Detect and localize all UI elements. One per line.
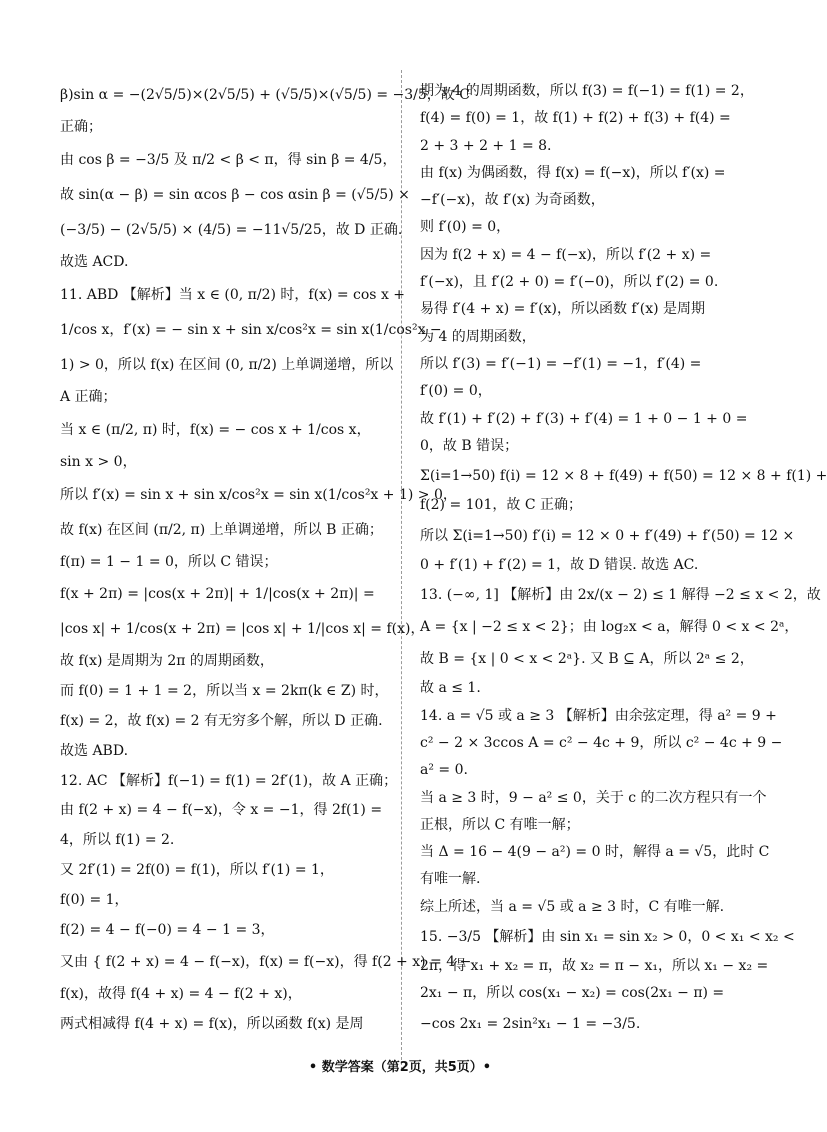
text-line: f(2) = 4 − f(−0) = 4 − 1 = 3， xyxy=(60,921,275,938)
text-line: 2x₁ − π，所以 cos(x₁ − x₂) = cos(2x₁ − π) = xyxy=(420,985,725,1002)
text-line: 0，故 B 错误； xyxy=(420,437,519,454)
text-line: A = {x | −2 ≤ x < 2}；由 log₂x < a，解得 0 < x < 2ᵃ， xyxy=(420,619,799,636)
text-line: 1) > 0，所以 f(x) 在区间 (0, π/2) 上单调递增，所以 xyxy=(60,356,394,373)
text-line: A 正确； xyxy=(60,388,117,405)
text-line: f(2) = 101，故 C 正确； xyxy=(420,497,582,514)
text-line: 故 a ≤ 1. xyxy=(420,680,481,697)
text-line: f′(−x)，且 f′(2 + 0) = f′(−0)，所以 f′(2) = 0. xyxy=(420,274,719,291)
text-line: 易得 f′(4 + x) = f′(x)，所以函数 f′(x) 是周期 xyxy=(420,301,706,318)
text-line: 14. a = √5 或 a ≥ 3 【解析】由余弦定理，得 a² = 9 + xyxy=(420,707,777,724)
text-line: f(x + 2π) = |cos(x + 2π)| + 1/|cos(x + 2π)| = xyxy=(60,586,375,603)
text-line: 12. AC 【解析】f(−1) = f(1) = 2f′(1)，故 A 正确； xyxy=(60,772,398,789)
text-line: 故 f(x) 在区间 (π/2, π) 上单调递增，所以 B 正确； xyxy=(60,521,383,538)
text-line: f(π) = 1 − 1 = 0，所以 C 错误； xyxy=(60,553,278,570)
text-line: 期为 4 的周期函数，所以 f(3) = f(−1) = f(1) = 2， xyxy=(420,83,754,99)
text-line: 又由 { f(2 + x) = 4 − f(−x)，f(x) = f(−x)，得 f(2 + x) = 4 − xyxy=(60,954,472,971)
text-line: 当 a ≥ 3 时，9 − a² ≤ 0，关于 c 的二次方程只有一个 xyxy=(420,789,767,806)
text-line: sin x > 0， xyxy=(60,453,137,470)
text-line: 所以 f′(x) = sin x + sin x/cos²x = sin x(1/cos²x + 1) > 0， xyxy=(60,486,457,503)
text-line: 所以 f′(3) = f′(−1) = −f′(1) = −1，f′(4) = xyxy=(420,355,702,372)
text-line: 15. −3/5 【解析】由 sin x₁ = sin x₂ > 0，0 < x₁ < x₂ < xyxy=(420,929,795,946)
text-line: f(x) = 2，故 f(x) = 2 有无穷多个解，所以 D 正确. xyxy=(60,713,383,730)
text-line: −f′(−x)，故 f′(x) 为奇函数， xyxy=(420,192,605,209)
text-line: f(4) = f(0) = 1，故 f(1) + f(2) + f(3) + f(4) = xyxy=(420,110,731,127)
text-line: 由 f(x) 为偶函数，得 f(x) = f(−x)，所以 f′(x) = xyxy=(420,164,726,181)
text-line: f′(0) = 0， xyxy=(420,383,492,400)
text-line: 故选 ACD. xyxy=(60,253,129,270)
text-line: 2π，得 x₁ + x₂ = π，故 x₂ = π − x₁，所以 x₁ − x₂ = xyxy=(420,958,769,975)
text-line: c² − 2 × 3ccos A = c² − 4c + 9，所以 c² − 4c + 9 − xyxy=(420,734,783,751)
text-line: 又 2f′(1) = 2f(0) = f(1)，所以 f′(1) = 1， xyxy=(60,861,334,878)
text-line: 由 f(2 + x) = 4 − f(−x)，令 x = −1，得 2f(1) = xyxy=(60,802,383,819)
text-line: 由 cos β = −3/5 及 π/2 < β < π，得 sin β = 4/5， xyxy=(60,151,397,168)
text-line: 13. (−∞, 1] 【解析】由 2x/(x − 2) ≤ 1 解得 −2 ≤ x < 2，故 xyxy=(420,587,821,603)
text-line: β)sin α = −(2√5/5)×(2√5/5) + (√5/5)×(√5/5) = −3/5，故 C xyxy=(60,87,470,103)
text-line: f(0) = 1， xyxy=(60,891,129,908)
right-column xyxy=(420,78,827,1040)
text-line: f(x)，故得 f(4 + x) = 4 − f(2 + x)， xyxy=(60,986,302,1003)
column-divider xyxy=(401,70,402,1070)
text-line: 则 f′(0) = 0， xyxy=(420,219,511,236)
text-line: 当 Δ = 16 − 4(9 − a²) = 0 时，解得 a = √5，此时 C xyxy=(420,844,770,861)
text-line: 故 B = {x | 0 < x < 2ᵃ}. 又 B ⊆ A，所以 2ᵃ ≤ 2， xyxy=(420,651,754,668)
text-line: a² = 0. xyxy=(420,762,468,779)
text-line: 因为 f(2 + x) = 4 − f(−x)，所以 f′(2 + x) = xyxy=(420,246,712,263)
text-line: 当 x ∈ (π/2, π) 时，f(x) = − cos x + 1/cos x， xyxy=(60,421,371,438)
text-line: 而 f(0) = 1 + 1 = 2，所以当 x = 2kπ(k ∈ Z) 时， xyxy=(60,683,389,700)
text-line: 故选 ABD. xyxy=(60,742,129,759)
text-line: 正确； xyxy=(60,119,102,136)
text-line: 有唯一解. xyxy=(420,871,481,888)
text-line: 所以 Σ(i=1→50) f′(i) = 12 × 0 + f′(49) + f′(50) = 12 × xyxy=(420,527,795,544)
text-line: 故 sin(α − β) = sin αcos β − cos αsin β = (√5/5) × xyxy=(60,186,410,203)
text-line: −cos 2x₁ = 2sin²x₁ − 1 = −3/5. xyxy=(420,1015,641,1032)
text-line: 两式相减得 f(4 + x) = f(x)，所以函数 f(x) 是周 xyxy=(60,1016,364,1033)
text-line: 正根，所以 C 有唯一解； xyxy=(420,816,580,833)
page-footer: • 数学答案（第2页，共5页）• xyxy=(308,1060,492,1075)
text-line: Σ(i=1→50) f(i) = 12 × 8 + f(49) + f(50) = 12 × 8 + f(1) + xyxy=(420,468,827,485)
text-line: 11. ABD 【解析】当 x ∈ (0, π/2) 时，f(x) = cos x + xyxy=(60,286,406,303)
text-line: (−3/5) − (2√5/5) × (4/5) = −11√5/25，故 D 正确. xyxy=(60,221,403,238)
text-line: 0 + f′(1) + f′(2) = 1，故 D 错误. 故选 AC. xyxy=(420,556,699,573)
text-line: 综上所述，当 a = √5 或 a ≥ 3 时，C 有唯一解. xyxy=(420,898,725,915)
text-line: 2 + 3 + 2 + 1 = 8. xyxy=(420,137,552,154)
text-line: |cos x| + 1/cos(x + 2π) = |cos x| + 1/|cos x| = f(x)， xyxy=(60,621,425,638)
text-line: 故 f′(1) + f′(2) + f′(3) + f′(4) = 1 + 0 − 1 + 0 = xyxy=(420,410,748,427)
text-line: 为 4 的周期函数， xyxy=(420,328,536,345)
text-line: 故 f(x) 是周期为 2π 的周期函数， xyxy=(60,653,274,670)
text-line: 1/cos x，f′(x) = − sin x + sin x/cos²x = sin x(1/cos²x − xyxy=(60,321,442,338)
text-line: 4，所以 f(1) = 2. xyxy=(60,832,175,849)
